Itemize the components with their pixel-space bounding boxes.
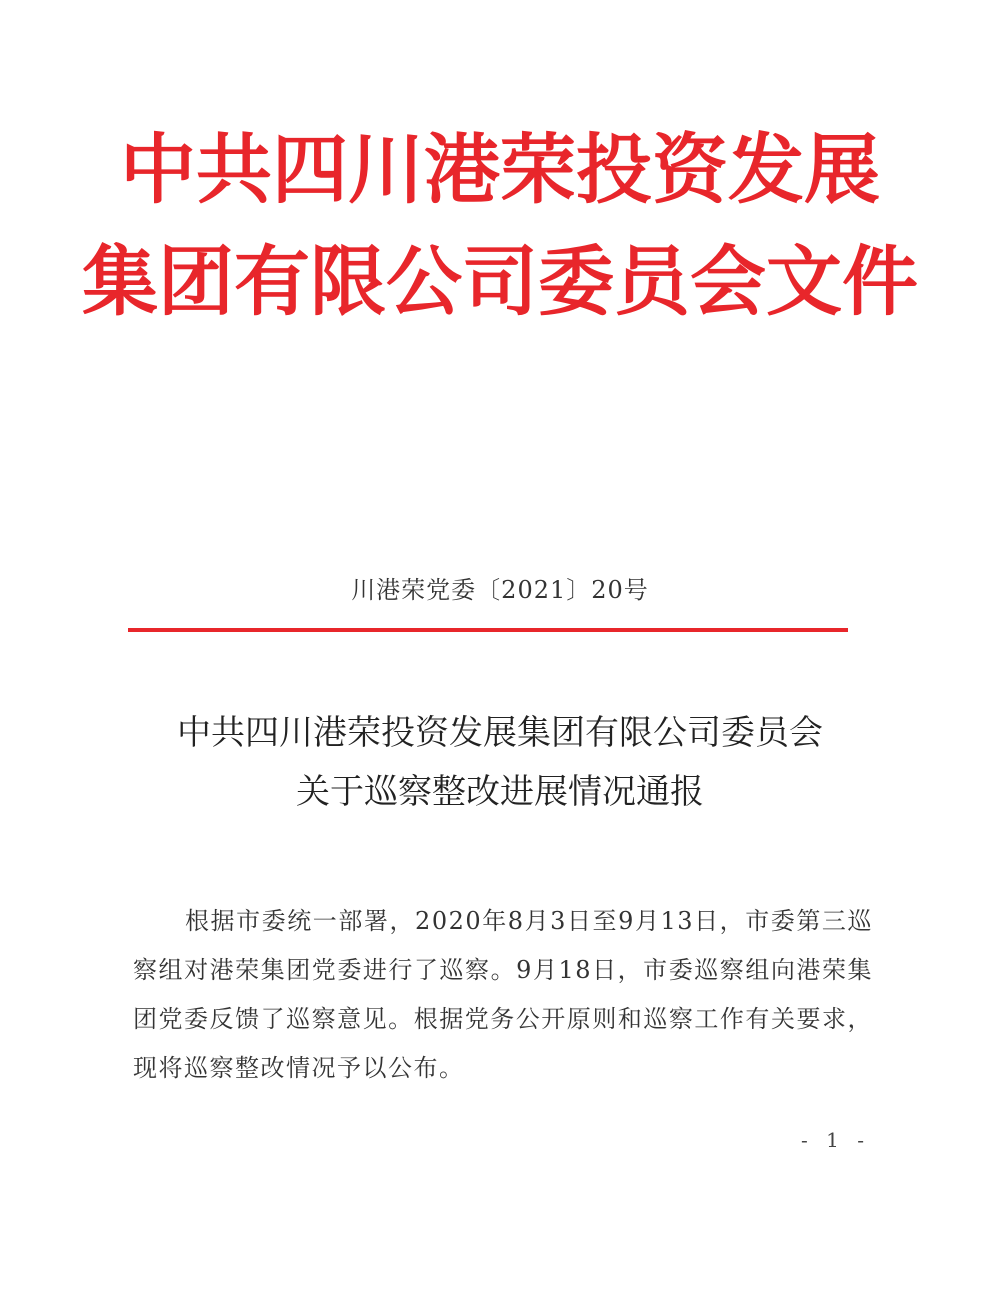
notice-title-line-1: 中共四川港荣投资发展集团有限公司委员会 bbox=[177, 713, 823, 753]
notice-title-line-2: 关于巡察整改进展情况通报 bbox=[296, 772, 704, 812]
red-divider-line bbox=[128, 628, 848, 632]
red-header-line-1: 中共四川港荣投资发展 bbox=[120, 125, 880, 214]
document-number: 川港荣党委〔2021〕20号 bbox=[351, 576, 649, 604]
page-number: - 1 - bbox=[801, 1128, 870, 1152]
red-header-line-2: 集团有限公司委员会文件 bbox=[82, 237, 918, 326]
body-paragraph: 根据市委统一部署，2020年8月3日至9月13日，市委第三巡察组对港荣集团党委进行了巡察。9月18日，市委巡察组向港荣集团党委反馈了巡察意见。根据党务公开原则和巡察工作有关要求，现将巡察整改情况予以公布。 bbox=[133, 907, 873, 1082]
